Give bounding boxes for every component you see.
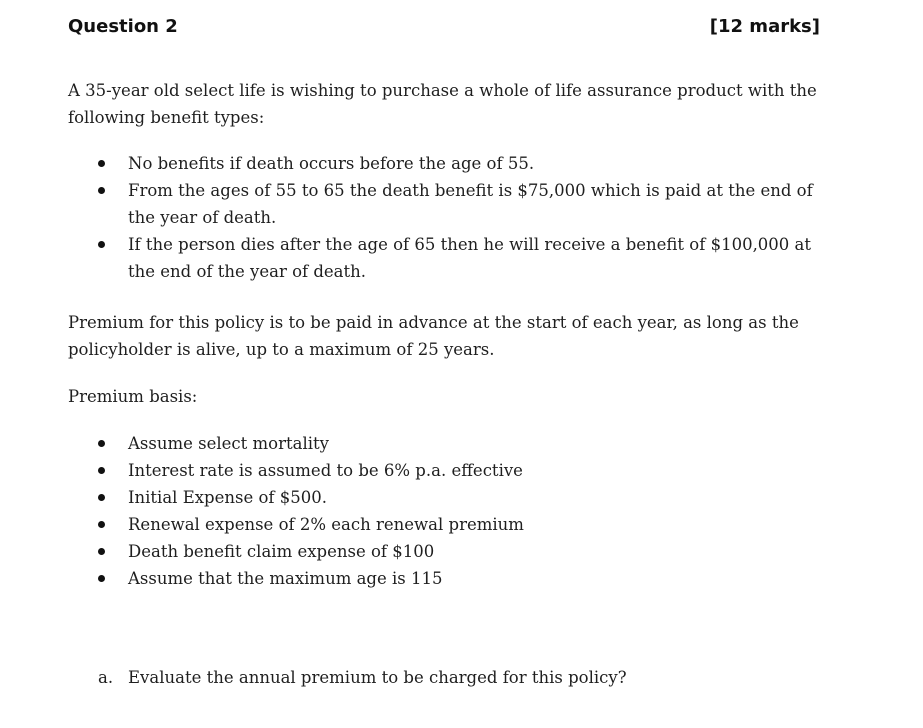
basis-item: [68, 457, 820, 484]
benefit-item: [68, 150, 820, 177]
bullet-icon: [98, 548, 105, 555]
basis-item: [68, 484, 820, 511]
premium-basis-list: [68, 430, 820, 592]
question-title: Question 2: [68, 16, 178, 37]
basis-item: [68, 430, 820, 457]
bullet-icon: [98, 187, 105, 194]
question-page: [68, 0, 820, 728]
bullet-icon: [98, 241, 105, 248]
premium-basis-label: Premium basis:: [68, 387, 198, 406]
basis-text: Assume that the maximum age is 115: [128, 569, 443, 588]
question-header: [68, 16, 820, 44]
basis-item: [68, 538, 820, 565]
basis-item: [68, 565, 820, 592]
benefit-item: [68, 231, 820, 285]
benefit-item: [68, 177, 820, 231]
basis-text: Initial Expense of $500.: [128, 488, 327, 507]
benefit-list: [68, 150, 820, 285]
basis-text: Death benefit claim expense of $100: [128, 542, 435, 561]
benefit-text: No benefits if death occurs before the age of 55.: [128, 154, 535, 173]
bullet-icon: [98, 160, 105, 167]
bullet-icon: [98, 440, 105, 447]
basis-text: Interest rate is assumed to be 6% p.a. effective: [128, 461, 523, 480]
bullet-icon: [98, 467, 105, 474]
benefit-text: If the person dies after the age of 65 then he will receive a benefit of $100,000 at the end of the year of death.: [128, 235, 812, 281]
basis-item: [68, 511, 820, 538]
bullet-icon: [98, 494, 105, 501]
basis-text: Renewal expense of 2% each renewal premium: [128, 515, 524, 534]
bullet-icon: [98, 521, 105, 528]
basis-text: Assume select mortality: [128, 434, 329, 453]
premium-paragraph: Premium for this policy is to be paid in advance at the start of each year, as long as the policyholder is alive, up to a maximum of 25 years.: [68, 313, 799, 359]
question-marks: [12 marks]: [709, 16, 820, 37]
bullet-icon: [98, 575, 105, 582]
intro-paragraph: A 35-year old select life is wishing to purchase a whole of life assurance product with the following benefit types:: [68, 81, 817, 127]
sub-question-text: Evaluate the annual premium to be charged for this policy?: [128, 668, 627, 687]
benefit-text: From the ages of 55 to 65 the death benefit is $75,000 which is paid at the end of the year of death.: [128, 181, 813, 227]
sub-question-letter: a.: [98, 668, 114, 687]
